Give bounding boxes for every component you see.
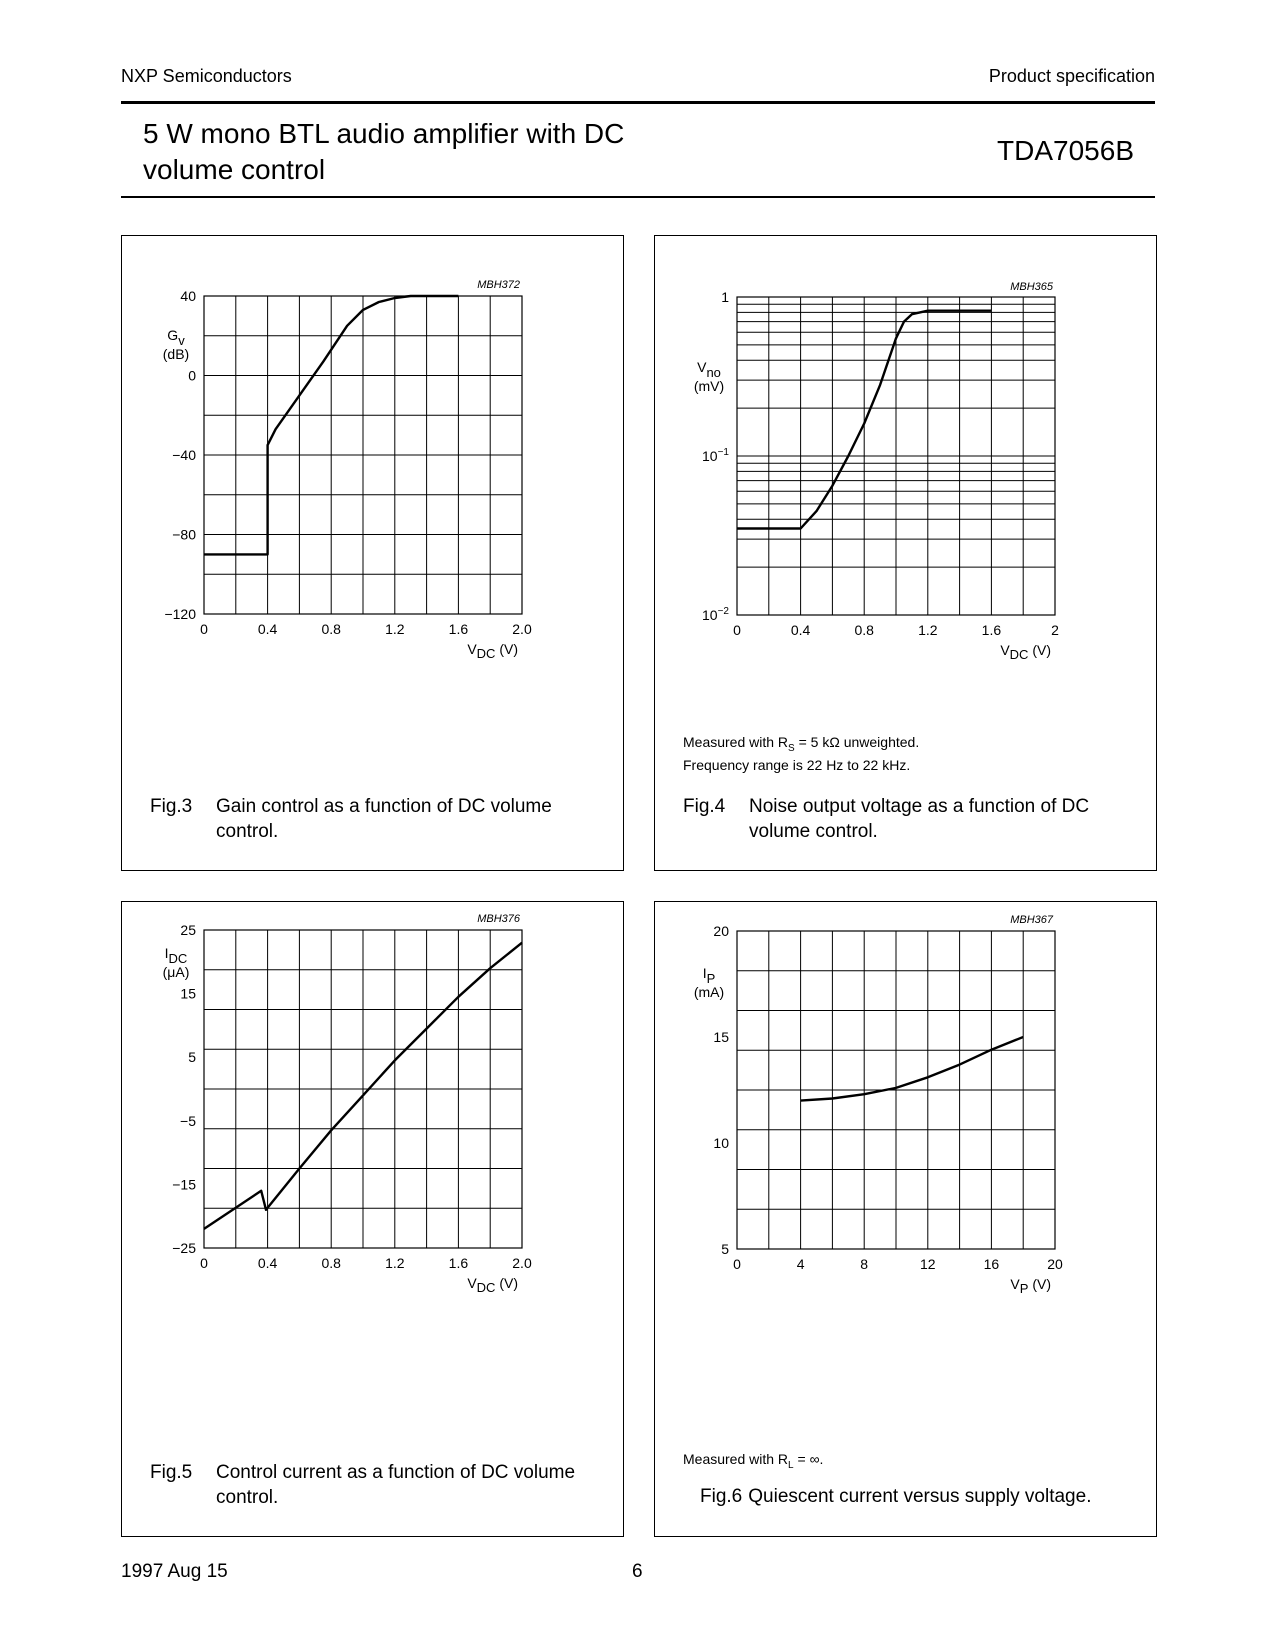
figure-code: MBH365 <box>1010 281 1053 293</box>
y-tick-label: 0 <box>188 367 196 384</box>
y-tick-label: −25 <box>172 1240 196 1256</box>
x-tick-label: 0.4 <box>257 621 278 637</box>
figure-panel-fig5 <box>121 901 624 1537</box>
x-tick-label: 0.8 <box>321 621 341 637</box>
figure-number: Fig.5 <box>150 1462 193 1483</box>
footer-date: 1997 Aug 15 <box>121 1561 228 1582</box>
y-tick-label: $10^{-2}$ <box>702 606 729 623</box>
y-tick-label: 20 <box>713 923 729 939</box>
x-tick-label: 8 <box>860 1256 869 1272</box>
document-title: 5 W mono BTL audio amplifier with DC volume control <box>143 118 625 185</box>
chart-fig3 <box>122 236 623 870</box>
x-tick-label: 0 <box>733 622 741 638</box>
x-tick-label: 1.2 <box>918 622 938 638</box>
x-tick-label: 0.4 <box>790 622 811 638</box>
y-tick-label: 15 <box>713 1029 729 1045</box>
note-subscript: S <box>788 742 795 754</box>
y-tick-label: 1 <box>721 289 729 305</box>
x-tick-label: 1.6 <box>448 621 469 637</box>
y-tick-label: −5 <box>180 1112 196 1129</box>
header-rule <box>121 101 1155 104</box>
x-tick-label: 2 <box>1051 622 1059 638</box>
x-tick-label: 2.0 <box>512 621 532 637</box>
x-tick-label: 0.8 <box>854 622 874 638</box>
y-axis-unit: (mV) <box>693 378 725 394</box>
x-tick-label: 0 <box>200 1255 208 1271</box>
note-text: = 5 kΩ unweighted. <box>794 734 920 750</box>
y-tick-label: $10^{-1}$ <box>702 447 729 464</box>
y-tick-label: 5 <box>721 1241 729 1257</box>
page-number: 6 <box>632 1561 643 1582</box>
chart-fig4 <box>655 236 1156 870</box>
figure-code: MBH367 <box>1010 914 1053 926</box>
x-tick-label: 0.8 <box>321 1255 341 1271</box>
chart-fig6 <box>655 902 1156 1536</box>
figure-code: MBH372 <box>477 279 520 291</box>
figure-panel-fig3 <box>121 235 624 871</box>
measurement-note <box>683 1451 823 1474</box>
x-tick-label: 1.2 <box>385 621 405 637</box>
x-tick-label: 1.2 <box>385 1255 405 1271</box>
figure-number: Fig.6 <box>700 1486 743 1507</box>
y-tick-label: −15 <box>172 1176 196 1193</box>
x-axis-label: VDC (V) <box>467 1275 518 1295</box>
x-tick-label: 20 <box>1047 1256 1063 1272</box>
figure-caption-text: Gain control as a function of DC volume control. <box>216 796 552 842</box>
y-tick-label: 25 <box>180 922 196 938</box>
x-tick-label: 2.0 <box>512 1255 532 1271</box>
part-number: TDA7056B <box>997 135 1134 166</box>
figure-caption-text: Quiescent current versus supply voltage. <box>748 1486 1092 1507</box>
y-tick-label: 40 <box>180 288 196 304</box>
document-type: Product specification <box>988 66 1155 86</box>
x-tick-label: 1.6 <box>448 1255 469 1271</box>
figure-panel-fig4 <box>654 235 1157 871</box>
y-tick-label: 10 <box>713 1135 729 1151</box>
figure-number: Fig.3 <box>150 796 193 817</box>
y-axis-symbol: IDC <box>164 945 188 966</box>
y-tick-label: −40 <box>172 447 196 463</box>
note-line-2: Frequency range is 22 Hz to 22 kHz. <box>683 756 911 773</box>
figure-code: MBH376 <box>477 913 520 925</box>
y-axis-symbol: IP <box>702 965 716 986</box>
data-series-curve <box>801 1037 1024 1101</box>
x-tick-label: 0.4 <box>257 1255 278 1271</box>
y-axis-symbol: Gv <box>167 327 185 348</box>
y-tick-label: 5 <box>188 1049 196 1066</box>
chart-fig5 <box>122 902 623 1536</box>
y-axis-unit: (μA) <box>162 964 190 980</box>
figure-caption-text: Control current as a function of DC volume control. <box>216 1462 576 1508</box>
title-rule <box>121 196 1155 198</box>
note-text: = ∞. <box>793 1451 824 1467</box>
x-axis-label: VDC (V) <box>1000 642 1051 662</box>
figure-caption-text: Noise output voltage as a function of DC volume control. <box>749 796 1090 842</box>
y-axis-symbol: Vno <box>697 359 721 380</box>
x-tick-label: 1.6 <box>981 622 1002 638</box>
y-tick-label: 15 <box>180 985 196 1002</box>
x-tick-label: 4 <box>796 1256 805 1272</box>
x-axis-label: VDC (V) <box>467 641 518 661</box>
note-text: Measured with R <box>683 734 789 750</box>
figure-panel-fig6 <box>654 901 1157 1537</box>
x-tick-label: 0 <box>200 621 208 637</box>
x-tick-label: 16 <box>983 1256 1000 1272</box>
y-tick-label: −120 <box>164 606 196 622</box>
figure-caption <box>150 794 576 844</box>
figure-caption <box>683 794 1109 844</box>
y-tick-label: −80 <box>172 526 196 543</box>
company-name: NXP Semiconductors <box>121 66 292 86</box>
x-tick-label: 0 <box>733 1256 741 1272</box>
note-subscript: L <box>788 1459 794 1471</box>
x-tick-label: 12 <box>920 1256 936 1272</box>
figure-caption <box>700 1484 1091 1509</box>
figure-number: Fig.4 <box>683 796 726 817</box>
figure-caption <box>150 1460 576 1510</box>
measurement-note <box>683 734 919 774</box>
x-axis-label: VP (V) <box>1010 1276 1051 1296</box>
y-axis-unit: (dB) <box>162 346 190 362</box>
y-axis-unit: (mA) <box>693 984 725 1000</box>
note-text: Measured with R <box>683 1451 789 1467</box>
